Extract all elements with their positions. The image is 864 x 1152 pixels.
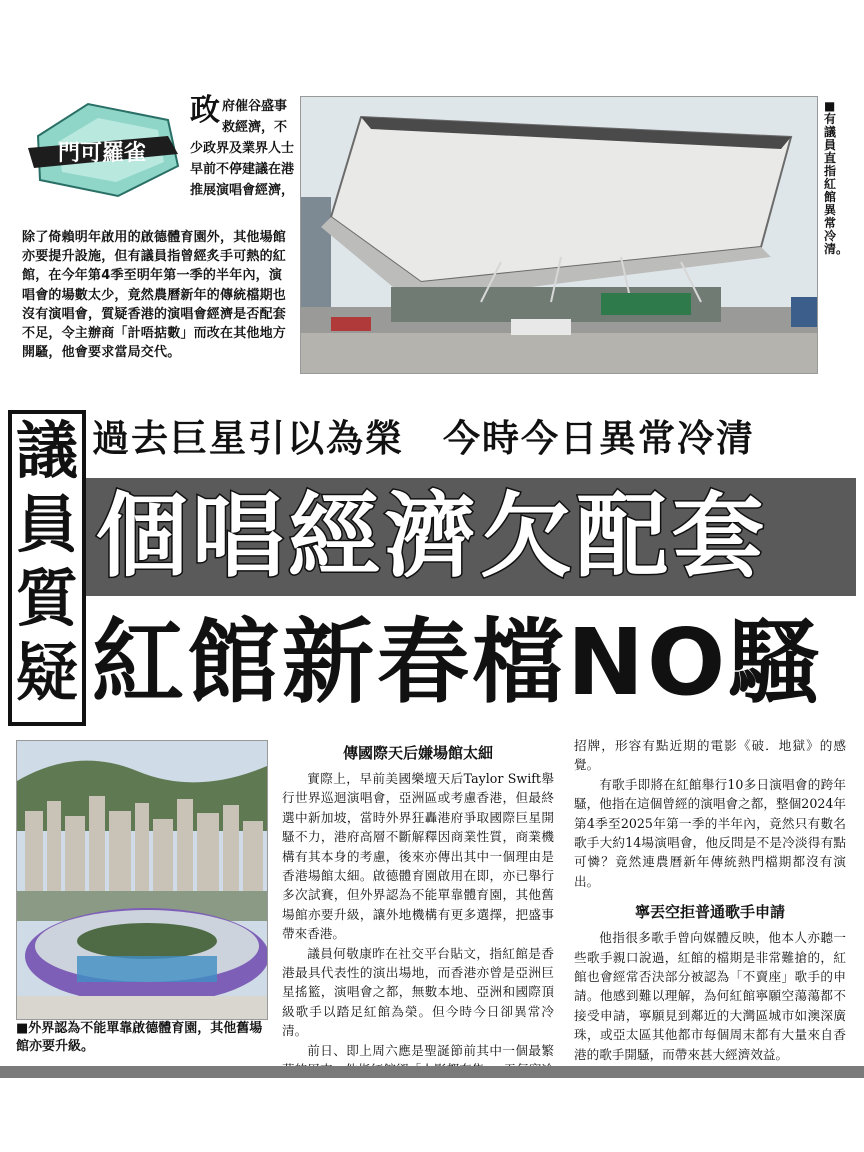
bottom-rule xyxy=(0,1066,864,1078)
column-logo-text: 門可羅雀 xyxy=(57,141,147,166)
column-logo xyxy=(18,96,186,206)
headline-line-1: 個唱經濟欠配套 xyxy=(96,483,769,590)
sports-park-photo xyxy=(16,740,268,1020)
column-2-text-a xyxy=(574,736,846,891)
paragraph: 實際上，早前美國樂壇天后Taylor Swift舉行世界巡迴演唱會，亞洲區或考慮香港，但最終選中新加坡，當時外界狂轟港府爭取國際巨星開騷不力，港府高層不斷解釋因商業性質，商業機構有其本身的考慮，後來亦傳出其中一個理由是香港場館太細。啟德體育園啟用在即，亦已舉行多次試賽，但外界認為不能單靠體育園，其他舊場館亦要升級，讓外地機構有更多選擇，把盛事帶來香港。 xyxy=(282,771,554,942)
vertical-tag-box xyxy=(8,410,86,726)
paragraph: 有歌手即將在紅館舉行10多日演唱會的跨年騷，他指在這個曾經的演唱會之都，整個2024年第4季至2025年第一季的半年內，竟然只有數名歌手大約14場演唱會，他反問是不是冷淡得有點可憐？竟然連農曆新年傳統熱門檔期都沒有演出。 xyxy=(574,776,846,889)
sports-park-illustration xyxy=(17,741,267,1019)
page-top-margin xyxy=(0,0,864,72)
coliseum-photo xyxy=(300,96,818,374)
vertical-tag-char: 疑 xyxy=(15,636,78,709)
paragraph: 前日、即上周六應是聖誕節前其中一個最繁 xyxy=(307,1042,554,1058)
section-2-title: 寧丟空拒普通歌手申請 xyxy=(634,903,785,922)
intro-lead-char: 政 xyxy=(190,93,220,128)
article-column-1 xyxy=(282,742,554,1118)
intro-lead-block xyxy=(190,95,295,200)
intro-lead-lines: 府催谷盛事救經濟，不少政界及業界人士早前不停建議在港推展演唱會經濟， xyxy=(190,99,295,198)
section-1-title: 傳國際天后嫌場館太細 xyxy=(342,744,493,762)
paragraph: 議員何敬康昨在社交平台貼文，指紅館是香港最具代表性的演出場地，而香港亦曾是亞洲巨星搖籃，演唱會之都，無數本地、亞洲和國際頂級歌手以踏足紅館為榮。但今時今日卻異常冷清。 xyxy=(282,945,554,1039)
intro-paragraph: 除了倚賴明年啟用的啟德體育園外，其他場館亦要提升設施，但有議員指曾經炙手可熱的紅館，在今年第4季至明年第一季的半年內，演唱會的場數太少，竟然農曆新年的傳統檔期也沒有演唱會，質疑香港的演唱會經濟是否配套不足，令主辦商「計唔掂數」而改在其他地方開騷，他會要求當局交代。 xyxy=(22,230,287,361)
paragraph-continued: 招牌，形容有點近期的電影《破．地獄》的感覺。 xyxy=(574,738,846,773)
coliseum-illustration xyxy=(301,97,817,373)
sports-park-photo-caption: ■外界認為不能單靠啟德體育園，其他舊場館亦要升級。 xyxy=(16,1021,263,1054)
page-bottom-margin xyxy=(0,1078,864,1152)
headline-subhead: 過去巨星引以為榮 今時今日異常冷清 xyxy=(92,417,755,460)
coliseum-photo-caption: ■有議員直指紅館異常冷清。 xyxy=(824,99,849,256)
column-logo-graphic xyxy=(18,96,186,206)
vertical-tag-char: 議 xyxy=(15,414,78,487)
vertical-tag-char: 質 xyxy=(15,562,78,635)
vertical-tag-char: 員 xyxy=(15,488,78,561)
paragraph: 他指很多歌手曾向媒體反映，他本人亦聽一些歌手親口說過，紅館的檔期是非常難搶的，紅館也會經常否決部分被認為「不賣座」歌手的申請。他感到難以理解，為何紅館寧願空蕩蕩都不接受申請，寧願見到鄰近的大灣區城市如澳深廣珠，或亞太區其他都市每個周末都有大量來自香港的歌手開騷，而帶來甚大經濟效益。 xyxy=(574,930,846,1062)
headline-line-2: 紅館新春檔NO騷 xyxy=(92,609,824,716)
